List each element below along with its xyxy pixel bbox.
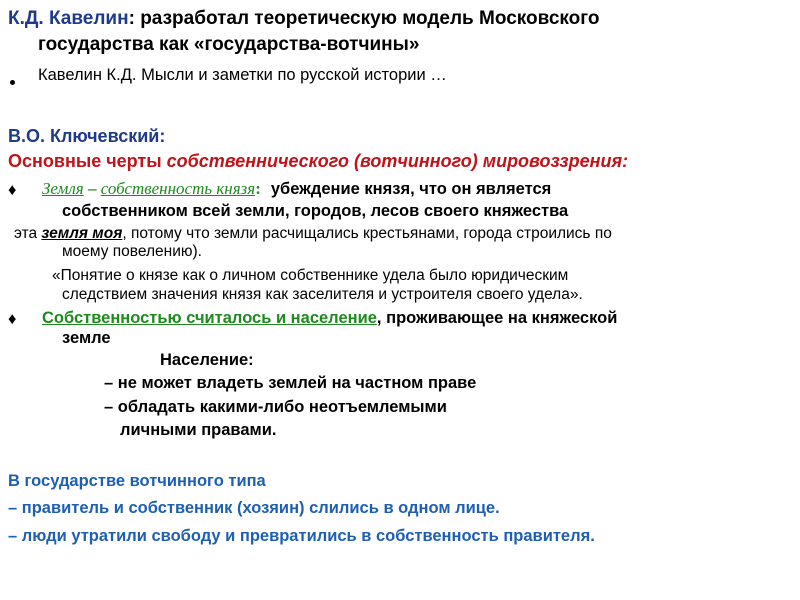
diamond-icon: ♦ [8, 181, 17, 199]
quote-line2: следствием значения князя как заселителя и устроителя своего удела». [62, 286, 583, 303]
kavelin-colon: : [128, 8, 135, 29]
item1-dash: – [83, 179, 101, 198]
note-rest: , потому что земли расчищались крестьянами, города строились по [122, 225, 612, 242]
item2-comma: , [376, 309, 382, 327]
patrimonial-line2: – люди утратили свободу и превратились в собственность правителя. [8, 527, 595, 545]
item2-line2: земле [62, 329, 111, 347]
population-line3: личными правами. [120, 421, 277, 439]
note-line1 [14, 225, 612, 243]
item1-term-land: Земля [42, 179, 84, 198]
klyuchevsky-heading: В.О. Ключевский: [8, 126, 166, 146]
kavelin-line1 [8, 8, 600, 30]
patrimonial-heading: В государстве вотчинного типа [8, 472, 266, 490]
quote-line1: «Понятие о князе как о личном собственнике удела было юридическим [52, 267, 569, 284]
kavelin-reference: Кавелин К.Д. Мысли и заметки по русской истории … [38, 66, 447, 84]
worldview-subheading [8, 151, 628, 172]
item1-colon: : [255, 179, 261, 198]
kavelin-author: К.Д. Кавелин [8, 8, 129, 29]
worldview-subheading-italic: собственнического (вотчинного) мировоззрения: [166, 151, 629, 171]
item2-line1 [42, 309, 617, 328]
kavelin-bullet [10, 72, 15, 90]
item2-text: проживающее на княжеской [381, 309, 618, 327]
item1-line2: собственником всей земли, городов, лесов своего княжества [62, 202, 569, 220]
item1-line1 [42, 179, 551, 199]
patrimonial-line1: – правитель и собственник (хозяин) слились в одном лице. [8, 499, 500, 517]
worldview-subheading-normal: Основные черты [8, 151, 167, 171]
diamond-icon-2: ♦ [8, 310, 17, 328]
bullet-dot-icon [10, 80, 15, 85]
kavelin-line2: государства как «государства-вотчины» [38, 34, 420, 55]
item1-text: убеждение князя, что он является [270, 180, 552, 198]
population-line2: – обладать какими-либо неотъемлемыми [104, 398, 447, 416]
population-label: Население: [160, 351, 254, 369]
kavelin-text: разработал теоретическую модель Московского [134, 8, 600, 29]
note-emph: земля моя [41, 225, 123, 242]
item2-term: Собственностью считалось и население [42, 309, 377, 327]
population-line1: – не может владеть землей на частном праве [104, 374, 477, 392]
note-prefix: эта [14, 225, 42, 242]
note-line2: моему повелению). [62, 243, 202, 260]
item1-term-property: собственность князя [100, 179, 256, 198]
